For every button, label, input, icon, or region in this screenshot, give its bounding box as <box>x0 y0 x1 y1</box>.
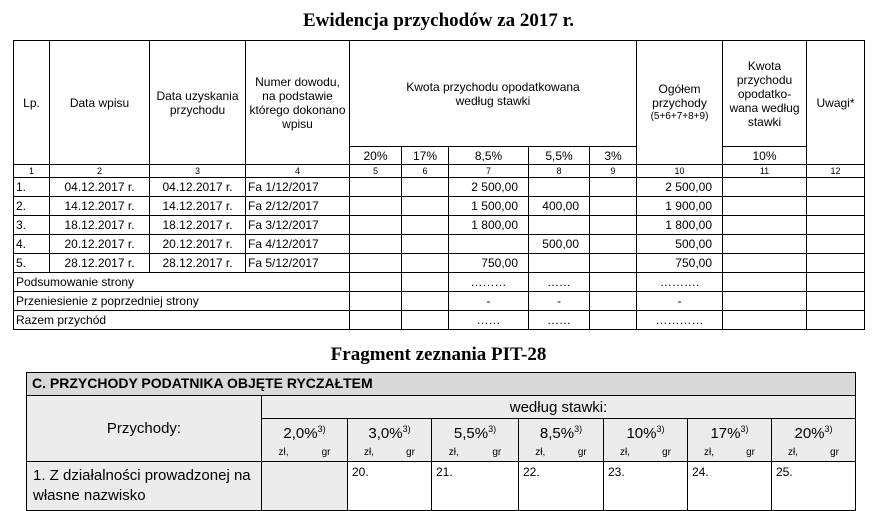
summary-rate-5-5: …… <box>529 311 590 330</box>
rate-10-cell <box>723 235 807 254</box>
ogolem-cell: 500,00 <box>637 235 723 254</box>
pit-row-1-label: 1. Z działalności prowadzonej na własne nazwisko <box>27 462 262 511</box>
przychody-label: Przychody: <box>27 396 262 462</box>
pit-rate-5-5: 5,5%$^{3)}$ zł, gr <box>432 419 519 462</box>
rate-20-cell <box>350 254 402 273</box>
summary-rate-5-5: …… <box>529 273 590 292</box>
data-wpisu-cell: 04.12.2017 r. <box>50 178 150 197</box>
data-uzyskania-cell: 20.12.2017 r. <box>150 235 246 254</box>
rate-20-cell <box>350 235 402 254</box>
pit-rate-8-5: 8,5%$^{3)}$ zł, gr <box>519 419 604 462</box>
summary-ogolem: - <box>637 292 723 311</box>
summary-rate-8-5: ……… <box>449 273 529 292</box>
rate-20-cell <box>350 197 402 216</box>
dowod-cell: Fa 3/12/2017 <box>246 216 350 235</box>
pit-rate-10: 10%$^{3)}$ zł, gr <box>604 419 688 462</box>
pit-section-header: C. PRZYCHODY PODATNIKA OBJĘTE RYCZAŁTEM <box>27 373 856 396</box>
rate-17-cell <box>402 254 449 273</box>
rate-10-cell <box>723 178 807 197</box>
rate-10-cell <box>723 254 807 273</box>
rate-8-5-cell <box>449 235 529 254</box>
column-number: 11 <box>723 165 807 178</box>
summary-row <box>14 273 865 292</box>
summary-row <box>14 292 865 311</box>
pit-rate-2-0: 2,0%$^{3)}$ zł, gr <box>262 419 348 462</box>
rate-17-cell <box>402 197 449 216</box>
rate-20-cell <box>350 178 402 197</box>
rate-17-cell <box>402 178 449 197</box>
ogolem-cell: 1 900,00 <box>637 197 723 216</box>
wedlug-stawki-label: według stawki: <box>262 396 856 419</box>
data-uzyskania-cell: 28.12.2017 r. <box>150 254 246 273</box>
header-rate-10: 10% <box>723 147 807 165</box>
column-number: 5 <box>350 165 402 178</box>
column-number: 2 <box>50 165 150 178</box>
header-rate-20: 20% <box>350 147 402 165</box>
uwagi-cell <box>807 216 865 235</box>
header-ogolem: Ogółem przychody (5+6+7+8+9) <box>637 41 723 165</box>
ogolem-cell: 1 800,00 <box>637 216 723 235</box>
header-data-uzyskania: Data uzyskania przychodu <box>150 41 246 165</box>
summary-ogolem: ………. <box>637 273 723 292</box>
rate-17-cell <box>402 235 449 254</box>
lp-cell: 5. <box>14 254 50 273</box>
summary-rate-8-5: - <box>449 292 529 311</box>
column-number: 4 <box>246 165 350 178</box>
header-kwota: Kwota przychodu opodatkowana według stawki <box>350 41 637 147</box>
ogolem-cell: 2 500,00 <box>637 178 723 197</box>
pit-rate-3-0: 3,0%$^{3)}$ zł, gr <box>348 419 432 462</box>
rate-5-5-cell <box>529 178 590 197</box>
summary-label: Razem przychód <box>14 311 350 330</box>
rate-5-5-cell <box>529 216 590 235</box>
summary-label: Przeniesienie z poprzedniej strony <box>14 292 350 311</box>
column-number: 1 <box>14 165 50 178</box>
data-uzyskania-cell: 04.12.2017 r. <box>150 178 246 197</box>
pit28-fragment-table <box>26 372 856 511</box>
summary-rate-5-5: - <box>529 292 590 311</box>
data-uzyskania-cell: 14.12.2017 r. <box>150 197 246 216</box>
header-kwota-10: Kwota przychodu opodatko-wana według stawki <box>723 41 807 147</box>
lp-cell: 1. <box>14 178 50 197</box>
pit-title: Fragment zeznania PIT-28 <box>330 344 547 365</box>
summary-ogolem: ………… <box>637 311 723 330</box>
rate-5-5-cell: 500,00 <box>529 235 590 254</box>
summary-rate-8-5: …… <box>449 311 529 330</box>
uwagi-cell <box>807 235 865 254</box>
rate-8-5-cell: 1 500,00 <box>449 197 529 216</box>
rate-5-5-cell <box>529 254 590 273</box>
rate-10-cell <box>723 216 807 235</box>
column-number: 7 <box>449 165 529 178</box>
pit-field-25[interactable]: 25. <box>772 462 856 511</box>
pit-rate-17: 17%$^{3)}$ zł, gr <box>688 419 772 462</box>
rate-3-cell <box>590 216 637 235</box>
header-rate-17: 17% <box>402 147 449 165</box>
rate-17-cell <box>402 216 449 235</box>
rate-3-cell <box>590 235 637 254</box>
uwagi-cell <box>807 197 865 216</box>
lp-cell: 4. <box>14 235 50 254</box>
header-rate-8-5: 8,5% <box>449 147 529 165</box>
header-lp: Lp. <box>14 41 50 165</box>
dowod-cell: Fa 5/12/2017 <box>246 254 350 273</box>
summary-label: Podsumowanie strony <box>14 273 350 292</box>
lp-cell: 3. <box>14 216 50 235</box>
header-numer-dowodu: Numer dowodu, na podstawie którego dokonano wpisu <box>246 41 350 165</box>
uwagi-cell <box>807 254 865 273</box>
ledger-title: Ewidencja przychodów za 2017 r. <box>302 10 575 31</box>
table-row <box>14 235 865 254</box>
header-rate-5-5: 5,5% <box>529 147 590 165</box>
table-row <box>14 178 865 197</box>
pit-rate-20: 20%$^{3)}$ zł, gr <box>772 419 856 462</box>
pit-field-24[interactable]: 24. <box>688 462 772 511</box>
header-uwagi: Uwagi* <box>807 41 865 165</box>
column-number: 9 <box>590 165 637 178</box>
data-wpisu-cell: 28.12.2017 r. <box>50 254 150 273</box>
rate-5-5-cell: 400,00 <box>529 197 590 216</box>
column-number: 8 <box>529 165 590 178</box>
header-data-wpisu: Data wpisu <box>50 41 150 165</box>
pit-field-23[interactable]: 23. <box>604 462 688 511</box>
data-wpisu-cell: 14.12.2017 r. <box>50 197 150 216</box>
table-row <box>14 254 865 273</box>
header-ogolem-formula: (5+6+7+8+9) <box>650 110 709 122</box>
table-row <box>14 197 865 216</box>
data-uzyskania-cell: 18.12.2017 r. <box>150 216 246 235</box>
pit-field-21[interactable]: 21. <box>432 462 519 511</box>
rate-10-cell <box>723 197 807 216</box>
dowod-cell: Fa 4/12/2017 <box>246 235 350 254</box>
column-number: 12 <box>807 165 865 178</box>
column-number: 3 <box>150 165 246 178</box>
ogolem-cell: 750,00 <box>637 254 723 273</box>
revenue-ledger-table <box>13 40 865 330</box>
column-number: 6 <box>402 165 449 178</box>
rate-3-cell <box>590 197 637 216</box>
rate-8-5-cell: 1 800,00 <box>449 216 529 235</box>
pit-field-empty <box>262 462 348 511</box>
rate-20-cell <box>350 216 402 235</box>
dowod-cell: Fa 2/12/2017 <box>246 197 350 216</box>
pit-field-22[interactable]: 22. <box>519 462 604 511</box>
data-wpisu-cell: 20.12.2017 r. <box>50 235 150 254</box>
data-wpisu-cell: 18.12.2017 r. <box>50 216 150 235</box>
lp-cell: 2. <box>14 197 50 216</box>
rate-8-5-cell: 2 500,00 <box>449 178 529 197</box>
dowod-cell: Fa 1/12/2017 <box>246 178 350 197</box>
rate-3-cell <box>590 254 637 273</box>
pit-field-20[interactable]: 20. <box>348 462 432 511</box>
summary-row <box>14 311 865 330</box>
header-rate-3: 3% <box>590 147 637 165</box>
uwagi-cell <box>807 178 865 197</box>
table-row <box>14 216 865 235</box>
rate-3-cell <box>590 178 637 197</box>
rate-8-5-cell: 750,00 <box>449 254 529 273</box>
column-number: 10 <box>637 165 723 178</box>
